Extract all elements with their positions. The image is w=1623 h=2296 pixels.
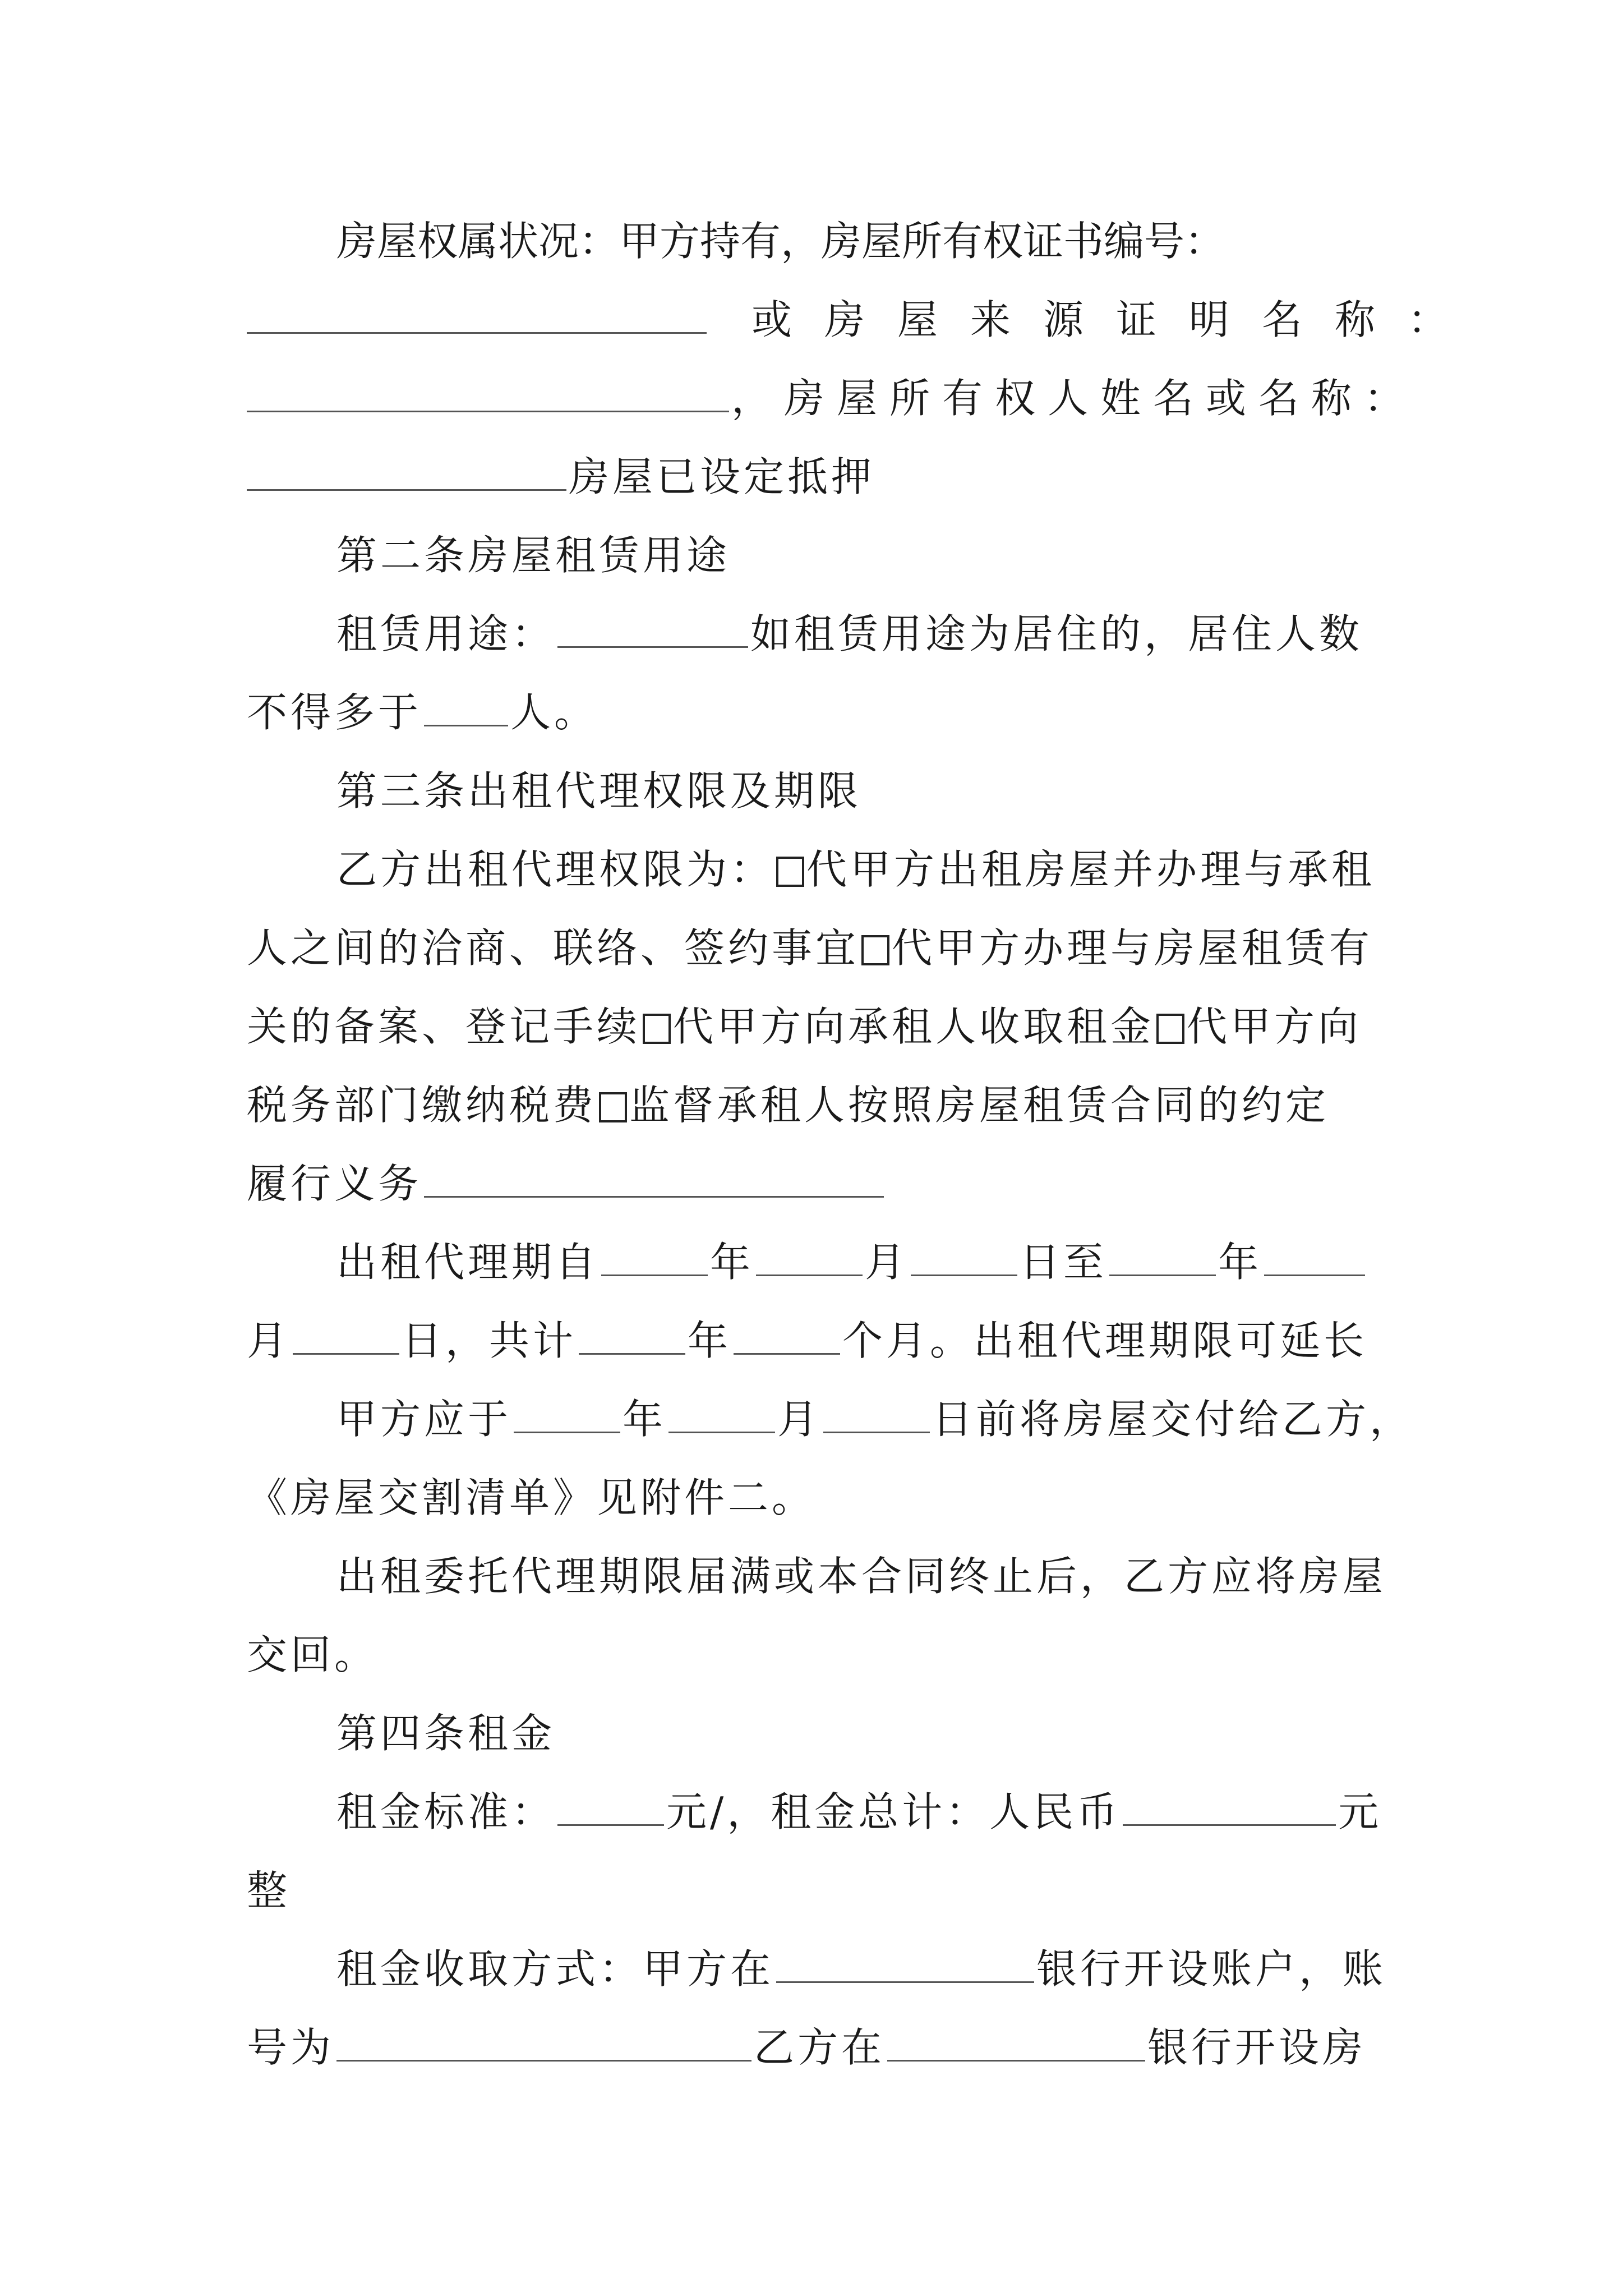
paragraph-term-line-2 [247,1307,1391,1374]
return-text: 出租委托代理期限届满或本合同终止后，乙方应将房屋 [336,1553,1387,1600]
term-total-label: 日，共计 [402,1317,577,1364]
scope-item-4: 代甲方向 [1187,1003,1362,1050]
term-start-month-blank[interactable] [756,1234,863,1276]
term-total-months-blank[interactable] [734,1313,840,1355]
paragraph-scope-line-4 [247,1071,1391,1139]
paragraph-ownership-line-2 [247,286,1481,353]
handover-list-text: 《房屋交割清单》见附件二。 [247,1474,816,1521]
term-year-label: 年 [710,1239,754,1286]
paragraph-rent-line-2 [247,1857,1391,1924]
certificate-number-blank[interactable] [247,292,707,334]
term-start-day-blank[interactable] [911,1234,1017,1276]
payment-label: 租金收取方式：甲方在 [336,1945,774,1993]
rent-whole: 整 [247,1867,291,1914]
term-month-label: 月 [865,1239,909,1286]
scope-item-4-cont: 税务部门缴纳税费 [247,1082,597,1129]
article-2-title [336,522,1391,589]
paragraph-return-line-1 [336,1543,1391,1610]
checkbox-pay-tax[interactable] [1156,1014,1184,1044]
scope-item-2: 代甲方办理与房屋租赁有 [892,924,1373,972]
occupant-label: 不得多于 [247,689,422,736]
owner-name-blank[interactable] [247,449,566,491]
term-label: 出租代理期自 [336,1239,600,1286]
paragraph-ownership-line-1 [336,208,1391,275]
term-start-year-blank[interactable] [601,1234,708,1276]
scope-label: 乙方出租代理权限为： [336,846,774,893]
delivery-year-blank[interactable] [514,1391,620,1433]
agent-bank-text: 银行开设房 [1147,2024,1367,2071]
article-2-heading: 第二条房屋租赁用途 [336,532,731,579]
delivery-label: 甲方应于 [336,1396,512,1443]
scope-item-3: 代甲方向承租人收取租金 [673,1003,1155,1050]
delivery-text: 日前将房屋交付给乙方， [932,1396,1414,1443]
term-extend-text: 个月。出租代理期限可延长 [842,1317,1368,1364]
scope-item-5-cont: 履行义务 [247,1160,422,1207]
scope-item-5: 监督承租人按照房屋租赁合同的约定 [629,1082,1330,1129]
term-end-year-label: 年 [1218,1239,1262,1286]
term-end-year-blank[interactable] [1109,1234,1216,1276]
scope-item-1-cont: 人之间的洽商、联络、签约事宜 [247,924,860,972]
source-proof-text [751,286,1481,353]
paragraph-payment-line-2 [247,2014,1391,2081]
use-label: 租赁用途： [336,610,556,657]
ownership-text: 房屋权属状况：甲方持有，房屋所有权证书编号： [336,218,1225,265]
term-end-month-blank[interactable] [1264,1234,1365,1276]
account-label: 号为 [247,2024,335,2071]
source-proof-label: 或房屋来源证明名称： [751,296,1481,343]
paragraph-payment-line-1 [336,1935,1391,2003]
checkbox-collect-rent[interactable] [643,1014,671,1044]
paragraph-delivery-line-2 [247,1464,1391,1531]
paragraph-use-line-2 [247,679,1391,746]
agent-bank-blank[interactable] [887,2019,1145,2062]
term-to-label: 日至 [1020,1239,1108,1286]
article-3-title [336,757,1391,825]
rent-unit: 元 [1338,1788,1382,1835]
paragraph-use-line-1 [336,600,1391,668]
term-total-years-blank[interactable] [579,1313,685,1355]
term-end-day-blank[interactable] [293,1313,399,1355]
delivery-month-label: 月 [777,1396,822,1443]
scope-other-blank[interactable] [424,1156,884,1198]
term-end-month-label: 月 [247,1317,291,1364]
paragraph-scope-line-3 [247,993,1391,1060]
scope-item-2-cont: 关的备案、登记手续 [247,1003,641,1050]
paragraph-scope-line-1 [336,836,1391,903]
agent-bank-label: 乙方在 [754,2024,886,2071]
delivery-month-blank[interactable] [668,1391,775,1433]
return-text-cont: 交回。 [247,1631,379,1678]
scope-item-1: 代甲方出租房屋并办理与承租 [806,846,1376,893]
paragraph-scope-line-2 [247,914,1391,982]
account-number-blank[interactable] [336,2019,751,2062]
paragraph-scope-line-5 [247,1150,1391,1217]
occupant-unit: 人。 [510,689,598,736]
article-3-heading: 第三条出租代理权限及期限 [336,767,862,815]
paragraph-term-line-1 [336,1228,1391,1296]
lessor-bank-text: 银行开设账户，账 [1036,1945,1387,1993]
delivery-day-blank[interactable] [823,1391,930,1433]
paragraph-ownership-line-3 [247,365,1417,432]
use-blank[interactable] [557,606,748,648]
source-proof-blank[interactable] [247,370,729,412]
delivery-year-label: 年 [623,1396,667,1443]
paragraph-return-line-2 [247,1621,1391,1688]
mortgage-text: 房屋已设定抵押 [569,453,875,500]
owner-name-label: ，房屋所有权人姓名或名称： [731,375,1417,422]
checkbox-registration[interactable] [861,935,889,965]
checkbox-supervise-tenant[interactable] [599,1092,627,1122]
term-total-year-label: 年 [688,1317,732,1364]
use-note: 如租赁用途为居住的，居住人数 [750,610,1363,657]
paragraph-delivery-line-1 [336,1386,1424,1453]
paragraph-ownership-line-4 [247,443,1391,510]
rent-rate-blank[interactable] [557,1784,664,1826]
article-4-title [336,1700,1391,1767]
rent-total-blank[interactable] [1123,1784,1336,1826]
checkbox-lease-negotiation[interactable] [776,857,804,887]
occupant-count-blank[interactable] [424,684,508,726]
rent-total-label: 元/，租金总计：人民币 [666,1788,1121,1835]
lessor-bank-blank[interactable] [776,1941,1034,1983]
rent-label: 租金标准： [336,1788,556,1835]
article-4-heading: 第四条租金 [336,1710,556,1757]
paragraph-rent-line-1 [336,1778,1391,1846]
